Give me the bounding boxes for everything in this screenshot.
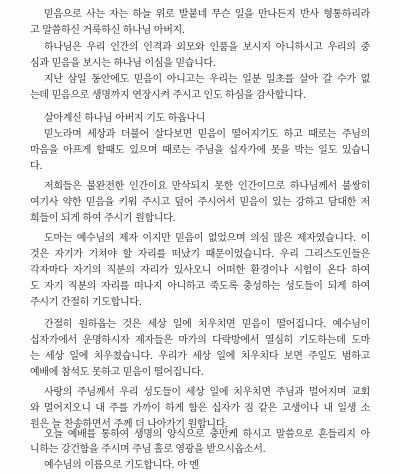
text-line: 십자가에서 운명하시자 제자들은 마가의 다락방에서 열심히 기도하는데 도마 [30, 335, 370, 346]
text-line: 지난 삼일 동안에도 믿음이 아니고는 우리는 일분 일초를 살아 갈 수가 없 [44, 74, 370, 85]
text-line: 는데 믿음으로 생명까지 연장시켜 주시고 인도 하심을 감사합니다. [30, 90, 306, 101]
text-line: 희들이 되게 하여 주시기 원합니다. [30, 213, 176, 224]
text-line: 다. [30, 161, 43, 172]
text-line: 믿음으로 사는 자는 하늘 위로 발붙네 무슨 일을 만나든지 반사 형통하리라 [44, 9, 370, 20]
closing-line: 예수님의 이름으로 기도합니다. 아 멘 [44, 460, 199, 471]
text-line: 믿노라며 세상과 더불어 살다보면 믿음이 떨어지기도 하고 때로는 주님의 [44, 129, 370, 140]
text-line: 살아계신 하나님 아버지 기도 하옵나니 [44, 113, 206, 124]
text-line: 각자마다 자기의 직분의 자리가 있사오니 어떠한 환경이나 시험이 온다 하여 [30, 265, 370, 276]
text-line: 하나님은 우리 인간의 인격과 외모와 인품을 보시지 아니하시고 우리의 중 [44, 42, 370, 53]
text-line: 간절히 원하옵는 것은 세상 일에 치우치면 믿음이 떨어집니다. 예수님이 [44, 319, 370, 330]
text-line: 고 말씀하신 거룩하신 하나님 아버지. [30, 25, 185, 36]
text-line: 심과 믿음을 보시는 하나님 이심을 믿습니다. [30, 58, 216, 69]
text-line: 여기사 약한 믿음을 키워 주시고 덮어 주시어서 믿음이 있는 강하고 담대한 저 [30, 197, 370, 208]
text-line: 니하는 강건함을 주시며 주님 홀로 영광을 받으시옵소서. [30, 444, 266, 455]
text-line: 오늘 예배를 통하여 생명의 양식으로 충만케 하시고 말씀으로 흔들리지 아 [44, 429, 370, 440]
text-line: 도마는 예수님의 제자 이지만 믿음이 없었으며 의심 많은 제자였습니다. 이 [44, 233, 370, 244]
text-line: 는 세상 일에 치우쳤습니다. 우리가 세상 일에 치우치다 보면 주일도 범하고 [30, 351, 370, 362]
text-line: 것은 자기가 기쳐야 할 자리를 떠났기 때문이었습니다. 우리 그리스도인들은 [30, 249, 370, 260]
text-line: 사랑의 주님께서 우리 성도들이 세상 일에 치우치면 주님과 멀어지며 교회 [44, 387, 370, 398]
text-line: 예배에 참석도 못하고 믿음이 떨어집니다. [30, 367, 204, 378]
text-line: 원은 늘 찬송하면서 주께 더 나아가기 원합니다. [30, 419, 228, 430]
text-line: 저희들은 불완전한 인간이요 만삭되지 못한 인간이므로 하나님께서 불쌍히 [44, 181, 370, 192]
text-line: 마음을 아프게 할때도 있으며 때로는 주님을 십자가에 못을 박는 일도 있습니 [30, 145, 370, 156]
text-line: 주시기 간절히 기도합니다. [30, 297, 142, 308]
text-line: 와 멀어지오니 내 주를 가까이 하게 함은 십자가 짐 같은 고생이나 내 일생 소 [30, 403, 370, 414]
text-line: 도 자기 직분의 자리를 떠나지 아니하고 죽도록 충성하는 성도들이 되게 하여 [30, 281, 370, 292]
